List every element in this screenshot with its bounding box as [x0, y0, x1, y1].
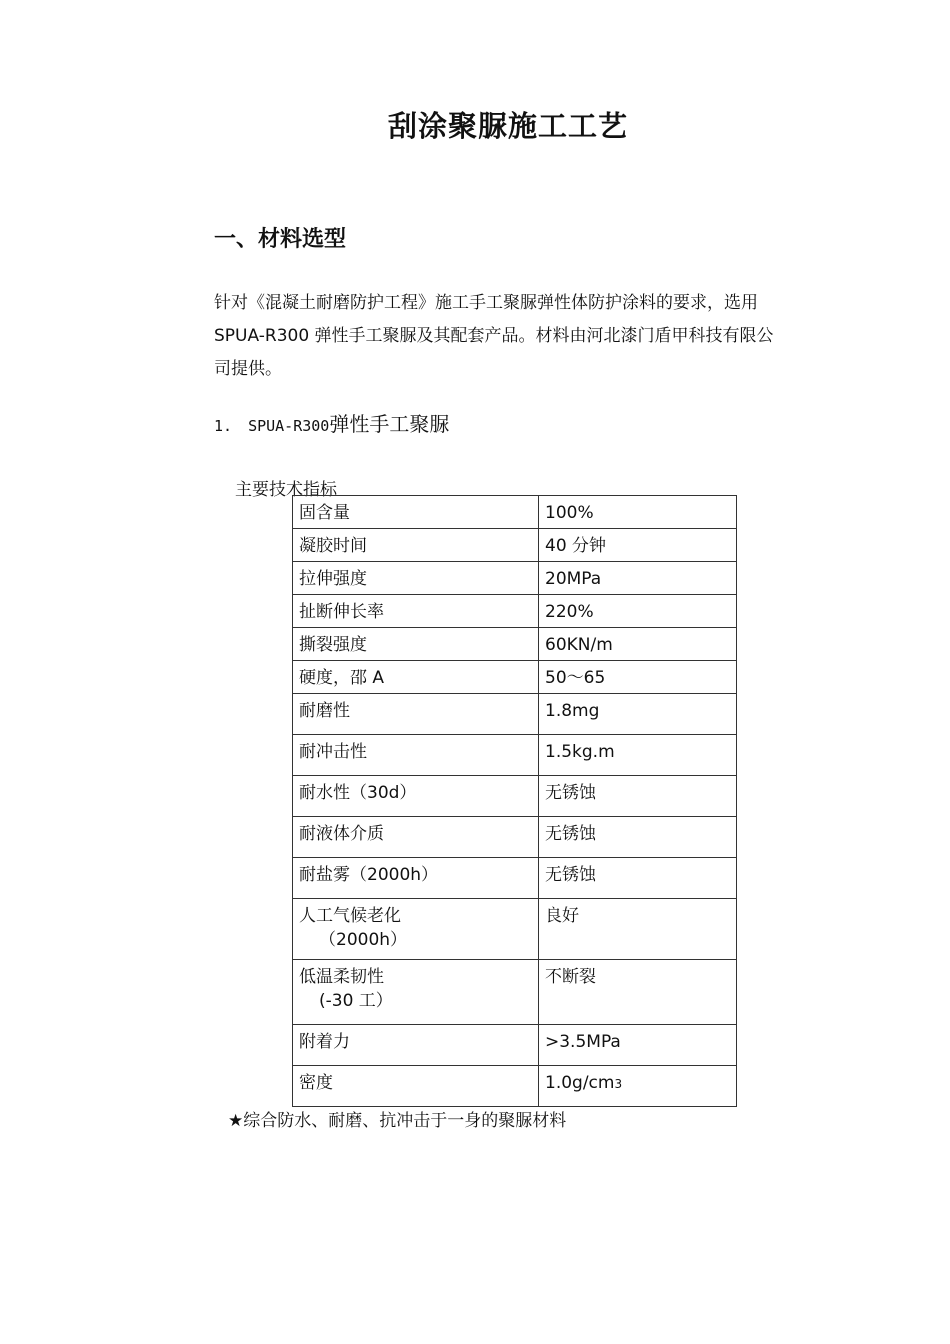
spec-value: 无锈蚀 [545, 865, 596, 885]
spec-item-cell [293, 661, 539, 694]
spec-value-cell [539, 776, 737, 817]
spec-item-label: 固含量 [299, 503, 350, 523]
spec-item-label: 人工气候老化 [299, 906, 401, 926]
table-row [293, 899, 737, 960]
spec-value-cell [539, 595, 737, 628]
intro-line: 针对《混凝土耐磨防护工程》施工手工聚脲弹性体防护涂料的要求，选用 [214, 293, 758, 313]
spec-value: 1.8mg [545, 701, 600, 721]
spec-value: 100% [545, 503, 594, 523]
spec-value: 50〜65 [545, 668, 606, 688]
product-code: SPUA-R300 [248, 417, 330, 435]
intro-line: 司提供。 [214, 359, 282, 379]
spec-item-sublabel: （2000h） [319, 930, 408, 950]
spec-value-cell [539, 817, 737, 858]
spec-value: 20MPa [545, 569, 602, 589]
table-row [293, 735, 737, 776]
spec-value: 无锈蚀 [545, 824, 596, 844]
spec-value-cell [539, 960, 737, 1025]
spec-value: 1.5kg.m [545, 742, 615, 762]
spec-value: 不断裂 [545, 967, 596, 987]
spec-item-label: 耐冲击性 [299, 742, 367, 762]
spec-value-cell [539, 661, 737, 694]
table-row [293, 776, 737, 817]
spec-item-label: 低温柔韧性 [299, 967, 384, 987]
product-name: 弹性手工聚脲 [329, 412, 450, 436]
spec-item-cell [293, 628, 539, 661]
product-number: 1. [214, 417, 233, 435]
spec-value: 40 分钟 [545, 536, 607, 556]
table-row [293, 1025, 737, 1066]
spec-item-label: 耐磨性 [299, 701, 350, 721]
spec-value-cell [539, 562, 737, 595]
product-heading [214, 408, 449, 437]
spec-value-cell [539, 628, 737, 661]
spec-item-cell [293, 562, 539, 595]
footnote: ★综合防水、耐磨、抗冲击于一身的聚脲材料 [228, 1111, 567, 1131]
table-row [293, 661, 737, 694]
spec-item-cell [293, 496, 539, 529]
spec-item-label: 耐盐雾（2000h） [299, 865, 439, 885]
table-row [293, 1066, 737, 1107]
spec-item-sublabel: (-30 工） [319, 991, 393, 1011]
spec-item-cell [293, 694, 539, 735]
spec-table-caption: 主要技术指标 [235, 480, 337, 500]
spec-value: 无锈蚀 [545, 783, 596, 803]
spec-item-cell [293, 960, 539, 1025]
spec-item-label: 凝胶时间 [299, 536, 367, 556]
spec-item-label: 硬度，邵 A [299, 668, 385, 688]
spec-value-cell [539, 496, 737, 529]
spec-item-cell [293, 595, 539, 628]
document-title: 刮涂聚脲施工工艺 [388, 109, 629, 143]
spec-item-label: 耐液体介质 [299, 824, 384, 844]
spec-item-label: 耐水性（30d） [299, 783, 417, 803]
spec-item-cell [293, 529, 539, 562]
table-row [293, 628, 737, 661]
table-row [293, 960, 737, 1025]
table-row [293, 858, 737, 899]
spec-table [292, 495, 737, 1107]
spec-item-label: 密度 [299, 1073, 333, 1093]
spec-table-body [293, 496, 737, 1107]
spec-item-cell [293, 735, 539, 776]
spec-value-cell [539, 899, 737, 960]
spec-item-cell [293, 776, 539, 817]
spec-value-cell [539, 858, 737, 899]
spec-value-cell [539, 529, 737, 562]
spec-value: >3.5MPa [545, 1032, 621, 1052]
section-heading-material-selection: 一、材料选型 [214, 227, 347, 252]
table-row [293, 529, 737, 562]
spec-item-cell [293, 1066, 539, 1107]
spec-value-cell [539, 1066, 737, 1107]
spec-value-cell [539, 694, 737, 735]
spec-item-cell [293, 899, 539, 960]
spec-item-label: 拉伸强度 [299, 569, 367, 589]
table-row [293, 562, 737, 595]
spec-value: 1.0g/cm [545, 1073, 615, 1093]
spec-value: 220% [545, 602, 594, 622]
spec-value: 60KN/m [545, 635, 613, 655]
spec-item-cell [293, 1025, 539, 1066]
spec-item-label: 撕裂强度 [299, 635, 367, 655]
table-row [293, 817, 737, 858]
table-row [293, 694, 737, 735]
spec-value: 良好 [545, 906, 579, 926]
table-row [293, 595, 737, 628]
spec-value-suffix: 3 [614, 1077, 623, 1091]
spec-item-cell [293, 817, 539, 858]
spec-item-label: 附着力 [299, 1032, 350, 1052]
spec-value-cell [539, 735, 737, 776]
spec-item-cell [293, 858, 539, 899]
spec-item-label: 扯断伸长率 [299, 602, 384, 622]
spec-value-cell [539, 1025, 737, 1066]
intro-paragraph [214, 287, 824, 386]
intro-line: SPUA-R300 弹性手工聚脲及其配套产品。材料由河北漆门盾甲科技有限公 [214, 326, 774, 346]
table-row [293, 496, 737, 529]
